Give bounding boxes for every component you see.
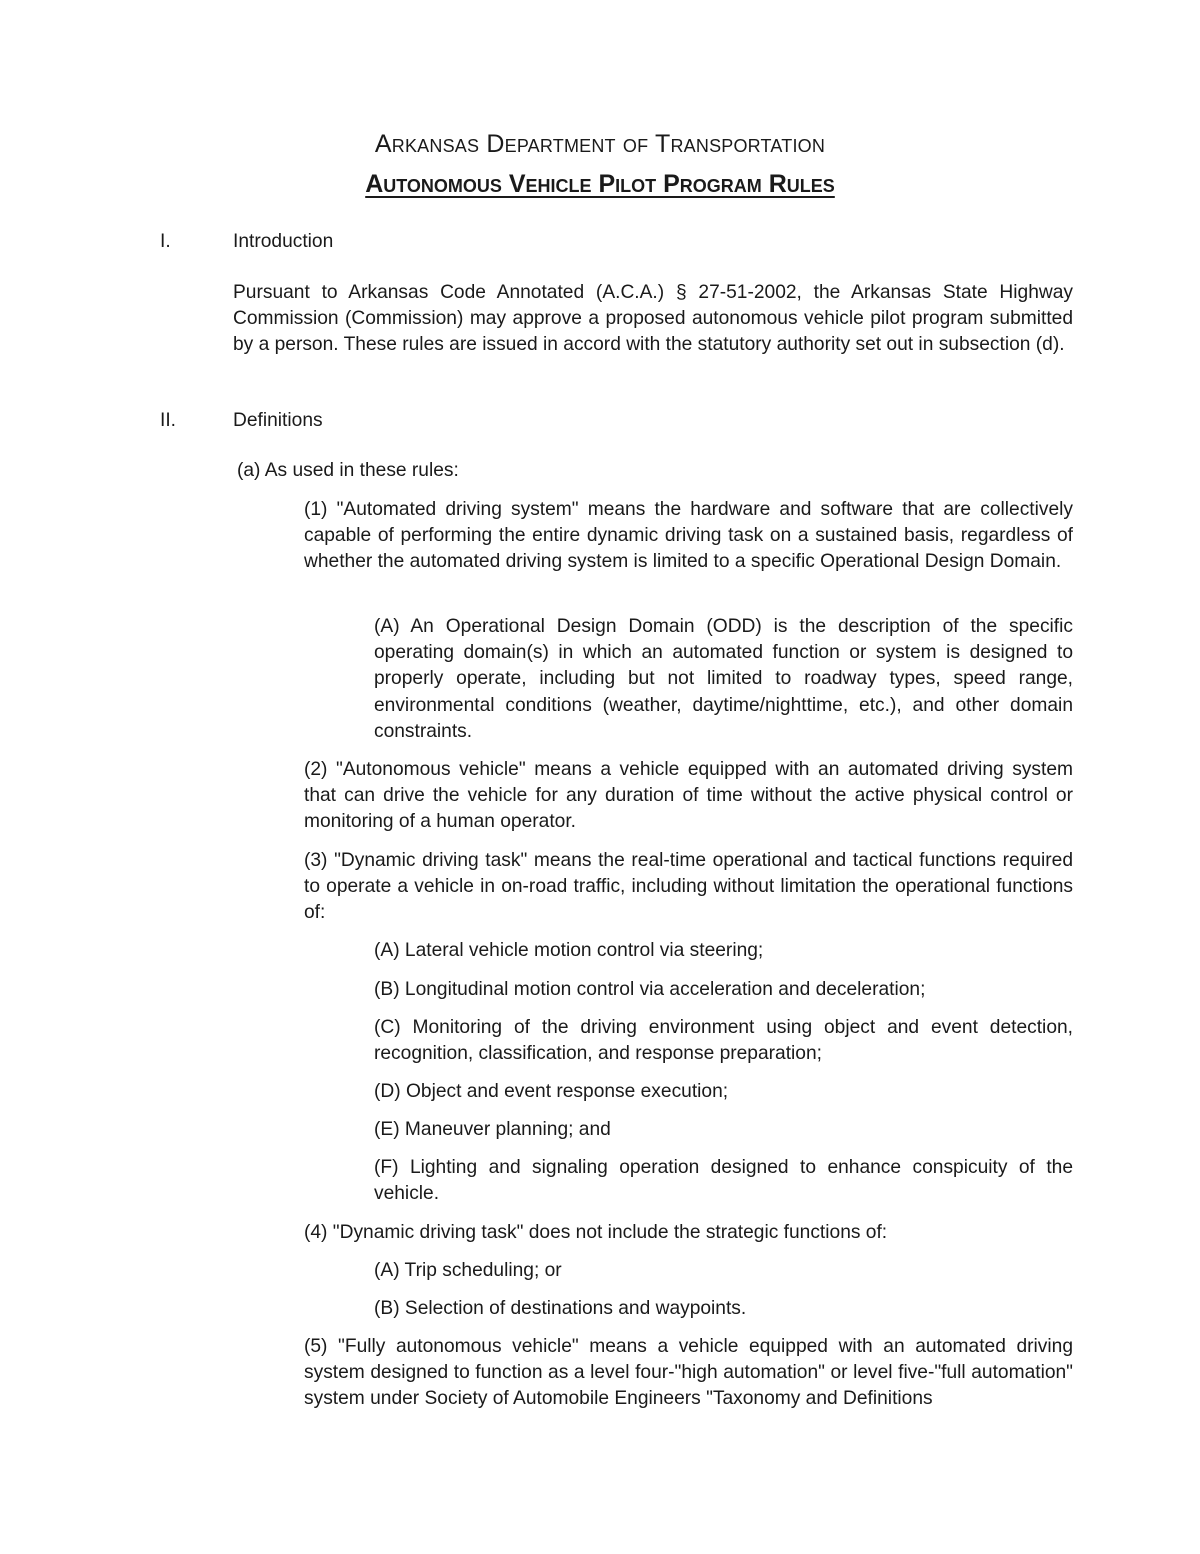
definition-subitem: (C) Monitoring of the driving environment using object and event detection, recognition, classification, and response preparation; [374, 1017, 1073, 1065]
definition-subitem: (F) Lighting and signaling operation designed to enhance conspicuity of the vehicle. [374, 1157, 1073, 1205]
definition-subitem: (B) Longitudinal motion control via acceleration and deceleration; [374, 979, 926, 1000]
definition-subitem: (B) Selection of destinations and waypoints. [374, 1298, 747, 1319]
definition-item: (4) "Dynamic driving task" does not include the strategic functions of: [304, 1222, 888, 1243]
definition-subitem: (A) Trip scheduling; or [374, 1260, 562, 1281]
definition-subitem: (E) Maneuver planning; and [374, 1119, 611, 1140]
agency-title: Arkansas Department of Transportation [374, 130, 826, 158]
intro-paragraph: Pursuant to Arkansas Code Annotated (A.C.A.) § 27-51-2002, the Arkansas State Highway Commission (Commission) may approve a proposed autonomous vehicle pilot program submitted by a person. These rules are issued in accord with the statutory authority set out in subsection (d). [233, 282, 1073, 356]
definition-subitem: (A) An Operational Design Domain (ODD) is the description of the specific operating domain(s) in which an automated function or system is designed to properly operate, including but not limited to roadway types, speed range, environmental conditions (weather, daytime/nighttime, etc.), and other domain constraints. [374, 616, 1073, 742]
definition-subitem: (A) Lateral vehicle motion control via steering; [374, 940, 764, 961]
section-heading: Introduction [233, 231, 334, 252]
definitions-lead: (a) As used in these rules: [237, 460, 459, 481]
section-numeral: I. [160, 231, 171, 252]
definition-item: (3) "Dynamic driving task" means the real-time operational and tactical functions required to operate a vehicle in on-road traffic, including without limitation the operational functions of: [304, 850, 1073, 924]
definition-item: (1) "Automated driving system" means the hardware and software that are collectively capable of performing the entire dynamic driving task on a sustained basis, regardless of whether the automated driving system is limited to a specific Operational Design Domain. [304, 499, 1073, 573]
definition-item: (2) "Autonomous vehicle" means a vehicle equipped with an automated driving system that can drive the vehicle for any duration of time without the active physical control or monitoring of a human operator. [304, 759, 1073, 833]
document-title: Autonomous Vehicle Pilot Program Rules [365, 170, 835, 198]
section-numeral: II. [160, 410, 176, 431]
section-heading: Definitions [233, 410, 323, 431]
definition-item: (5) "Fully autonomous vehicle" means a vehicle equipped with an automated driving system designed to function as a level four-"high automation" or level five-"full automation" system under Society of Automobile Engineers "Taxonomy and Definitions [304, 1336, 1073, 1410]
definition-subitem: (D) Object and event response execution; [374, 1081, 729, 1102]
